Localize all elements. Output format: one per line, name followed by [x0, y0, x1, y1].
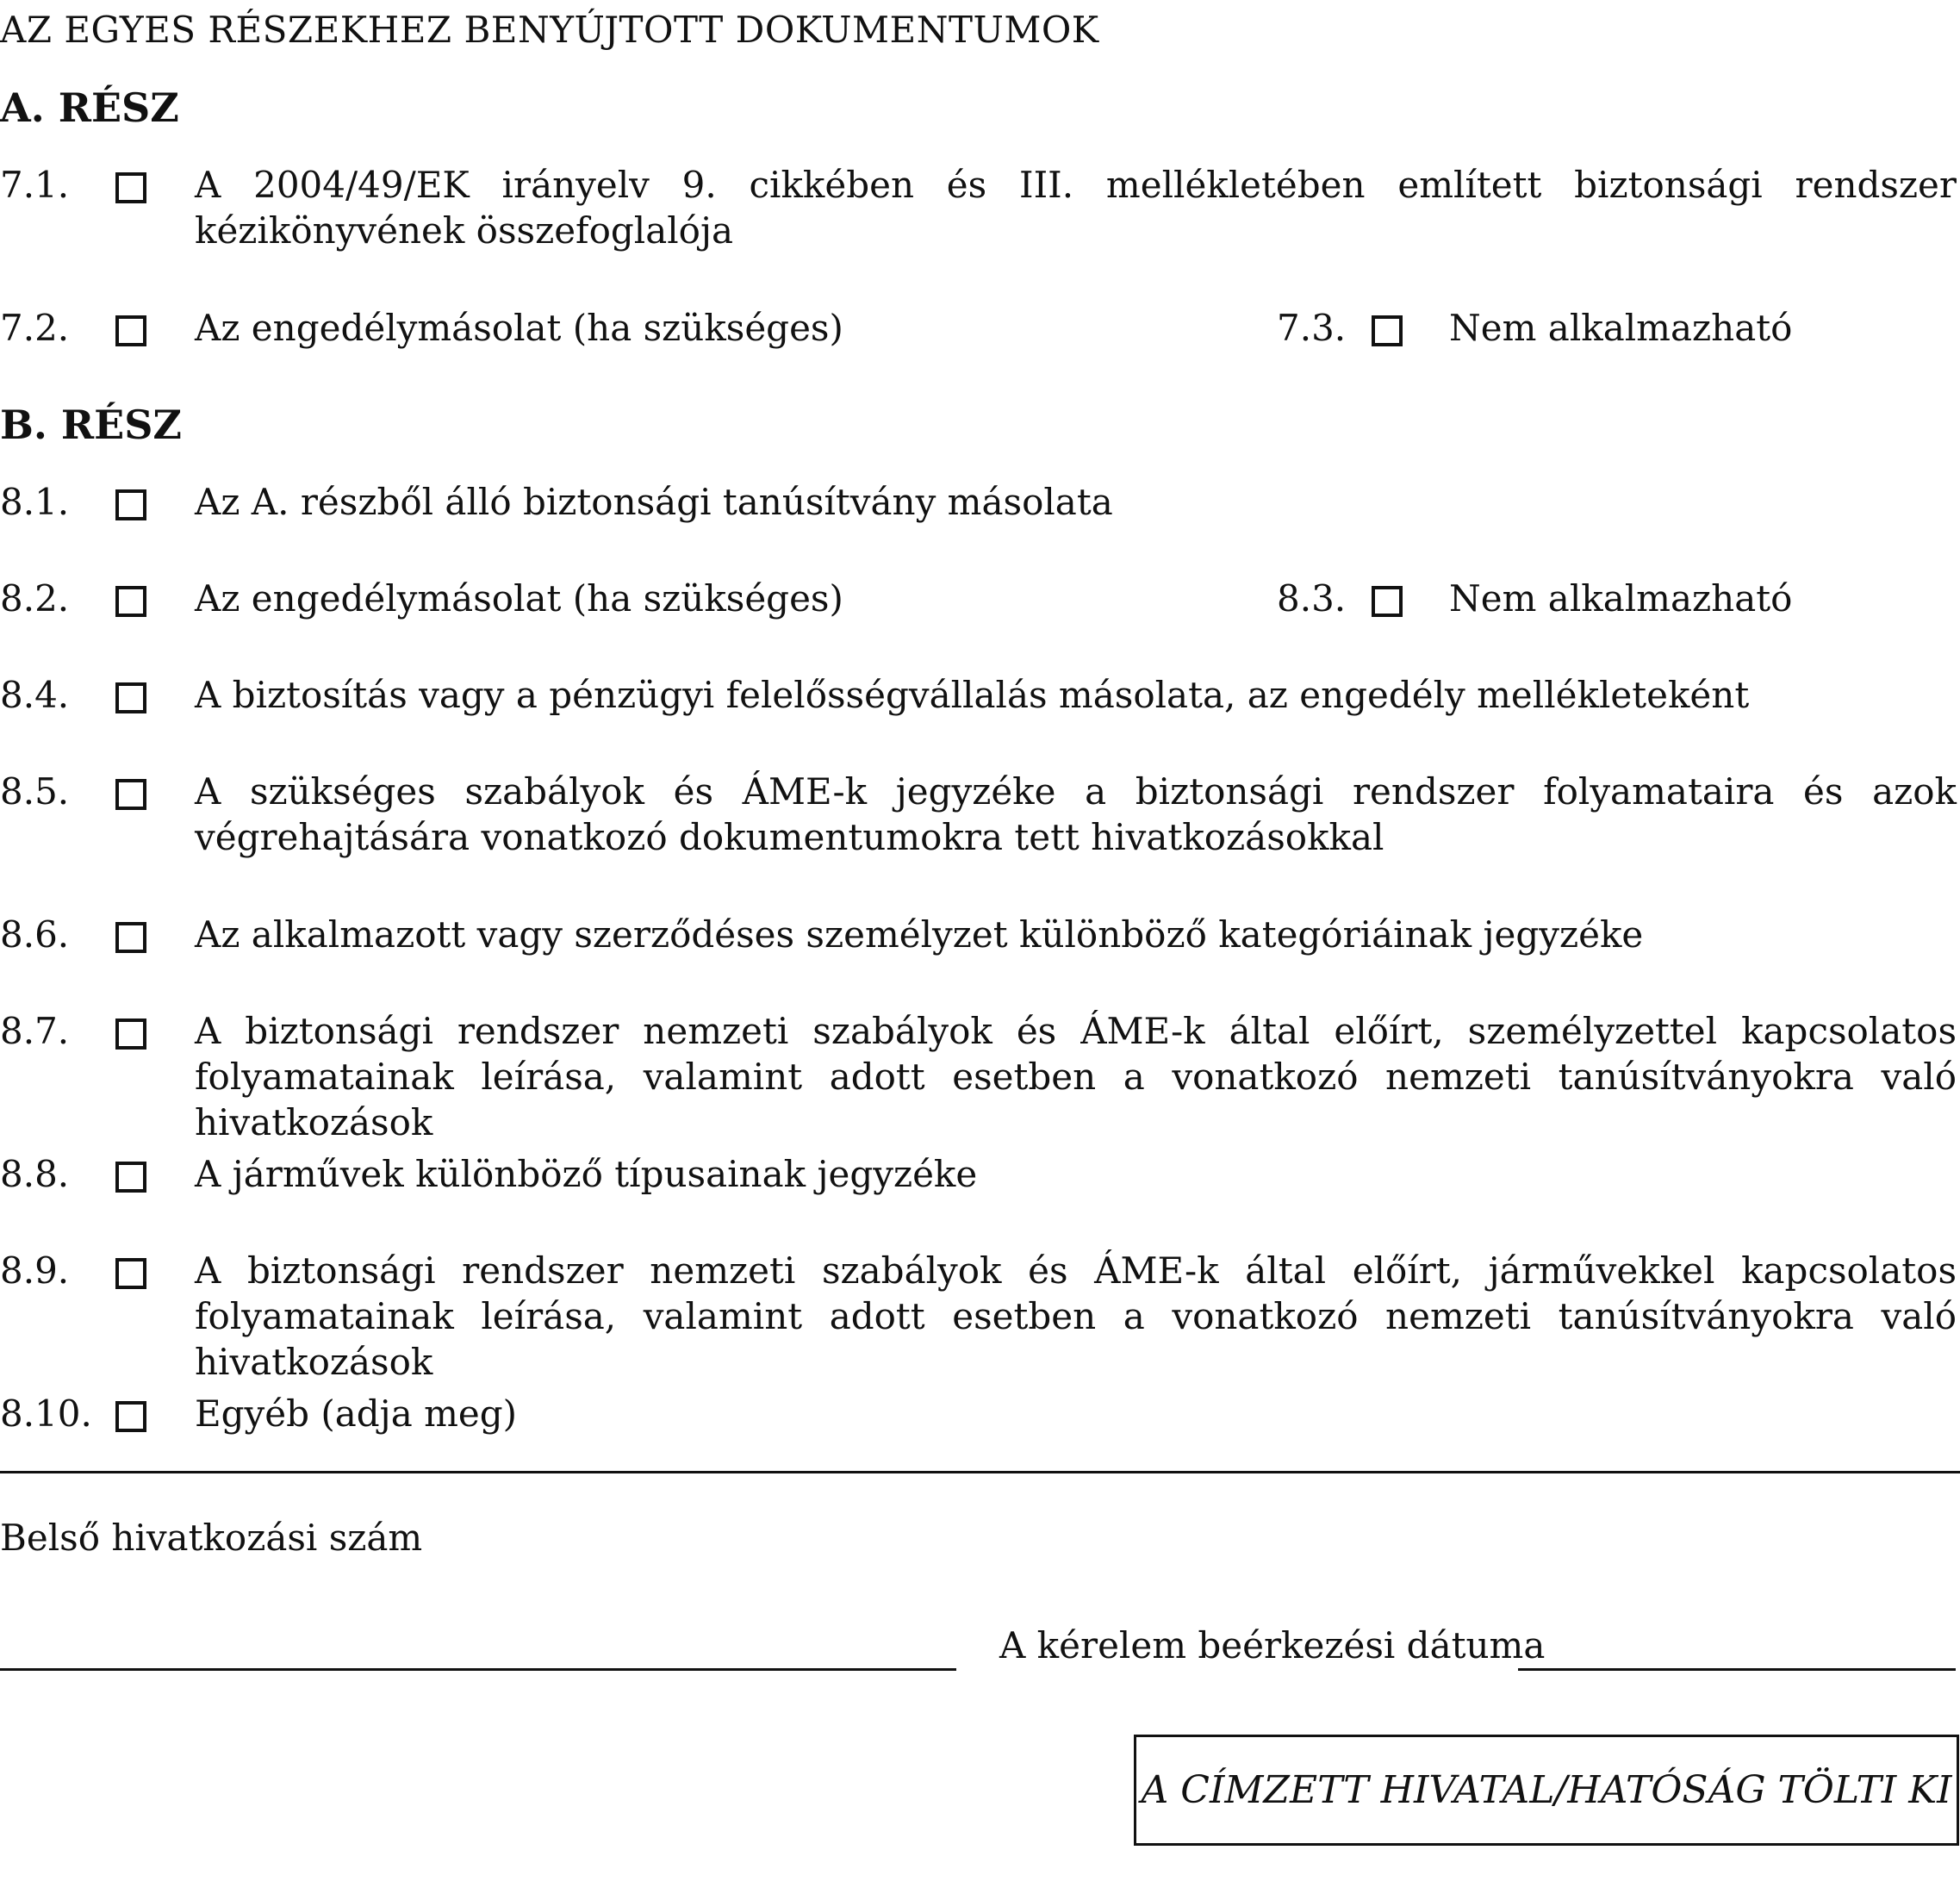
part-a-title: A. RÉSZ: [0, 84, 179, 131]
checkbox-8-8[interactable]: [115, 1162, 146, 1193]
item-number: 8.4.: [0, 674, 70, 716]
checkbox-8-2[interactable]: [115, 586, 146, 617]
item-text-7-3: Nem alkalmazható: [1449, 307, 1793, 349]
checkbox-7-3[interactable]: [1372, 315, 1403, 346]
authority-note-text: A CÍMZETT HIVATAL/HATÓSÁG TÖLTI KI: [1141, 1768, 1952, 1812]
item-number: 7.1.: [0, 164, 70, 206]
part-b-title: B. RÉSZ: [0, 402, 182, 448]
item-number: 8.6.: [0, 913, 70, 956]
item-text: Az engedélymásolat (ha szükséges): [195, 307, 843, 349]
checkbox-8-9[interactable]: [115, 1258, 146, 1289]
checkbox-8-10[interactable]: [115, 1401, 146, 1432]
internal-reference-field[interactable]: [0, 1668, 956, 1671]
checkbox-7-1[interactable]: [115, 172, 146, 203]
received-date-label: A kérelem beérkezési dátuma: [999, 1624, 1546, 1666]
checkbox-8-7[interactable]: [115, 1019, 146, 1050]
item-number: 8.5.: [0, 770, 70, 813]
item-number-7-3: 7.3.: [1277, 307, 1347, 349]
item-number: 8.9.: [0, 1249, 70, 1292]
item-text: A járművek különböző típusainak jegyzéke: [195, 1153, 978, 1195]
item-text: Az A. részből álló biztonsági tanúsítvány másolata: [195, 481, 1113, 523]
item-number: 8.7.: [0, 1010, 70, 1052]
divider-rule: [0, 1471, 1960, 1473]
authority-note-box: [1134, 1735, 1959, 1846]
item-text: A biztonsági rendszer nemzeti szabályok és ÁME-k által előírt, személyzettel kapcsolatos folyamatainak leírása, valamint adott esetben a vonatkozó nemzeti tanúsítványokra való hivatkozások: [195, 1010, 1957, 1143]
item-number: 8.10.: [0, 1392, 92, 1435]
item-number: 8.2.: [0, 577, 70, 620]
item-text: Az alkalmazott vagy szerződéses személyzet különböző kategóriáinak jegyzéke: [195, 913, 1644, 956]
section-header: AZ EGYES RÉSZEKHEZ BENYÚJTOTT DOKUMENTUMOK: [0, 9, 1099, 51]
item-text: A biztosítás vagy a pénzügyi felelősségvállalás másolata, az engedély mellékleteként: [195, 674, 1750, 716]
checkbox-8-3[interactable]: [1372, 586, 1403, 617]
checkbox-8-1[interactable]: [115, 489, 146, 520]
item-text-8-3: Nem alkalmazható: [1449, 577, 1793, 620]
item-number: 8.1.: [0, 481, 70, 523]
item-text: A biztonsági rendszer nemzeti szabályok és ÁME-k által előírt, járművekkel kapcsolatos folyamatainak leírása, valamint adott esetben a vonatkozó nemzeti tanúsítványokra való hivatkozások: [195, 1249, 1957, 1383]
checkbox-8-6[interactable]: [115, 922, 146, 953]
item-text: Az engedélymásolat (ha szükséges): [195, 577, 843, 620]
checkbox-8-5[interactable]: [115, 779, 146, 810]
item-text: A 2004/49/EK irányelv 9. cikkében és III. mellékletében említett biztonsági rendszer kézikönyvének összefoglalója: [195, 164, 1957, 252]
item-text: Egyéb (adja meg): [195, 1392, 518, 1435]
item-number: 8.8.: [0, 1153, 70, 1195]
received-date-field[interactable]: [1518, 1668, 1956, 1671]
internal-reference-label: Belső hivatkozási szám: [0, 1517, 423, 1559]
checkbox-8-4[interactable]: [115, 682, 146, 713]
checkbox-7-2[interactable]: [115, 315, 146, 346]
item-text: A szükséges szabályok és ÁME-k jegyzéke a biztonsági rendszer folyamataira és azok végrehajtására vonatkozó dokumentumokra tett hivatkozásokkal: [195, 770, 1957, 858]
item-number: 7.2.: [0, 307, 70, 349]
item-number-8-3: 8.3.: [1277, 577, 1347, 620]
